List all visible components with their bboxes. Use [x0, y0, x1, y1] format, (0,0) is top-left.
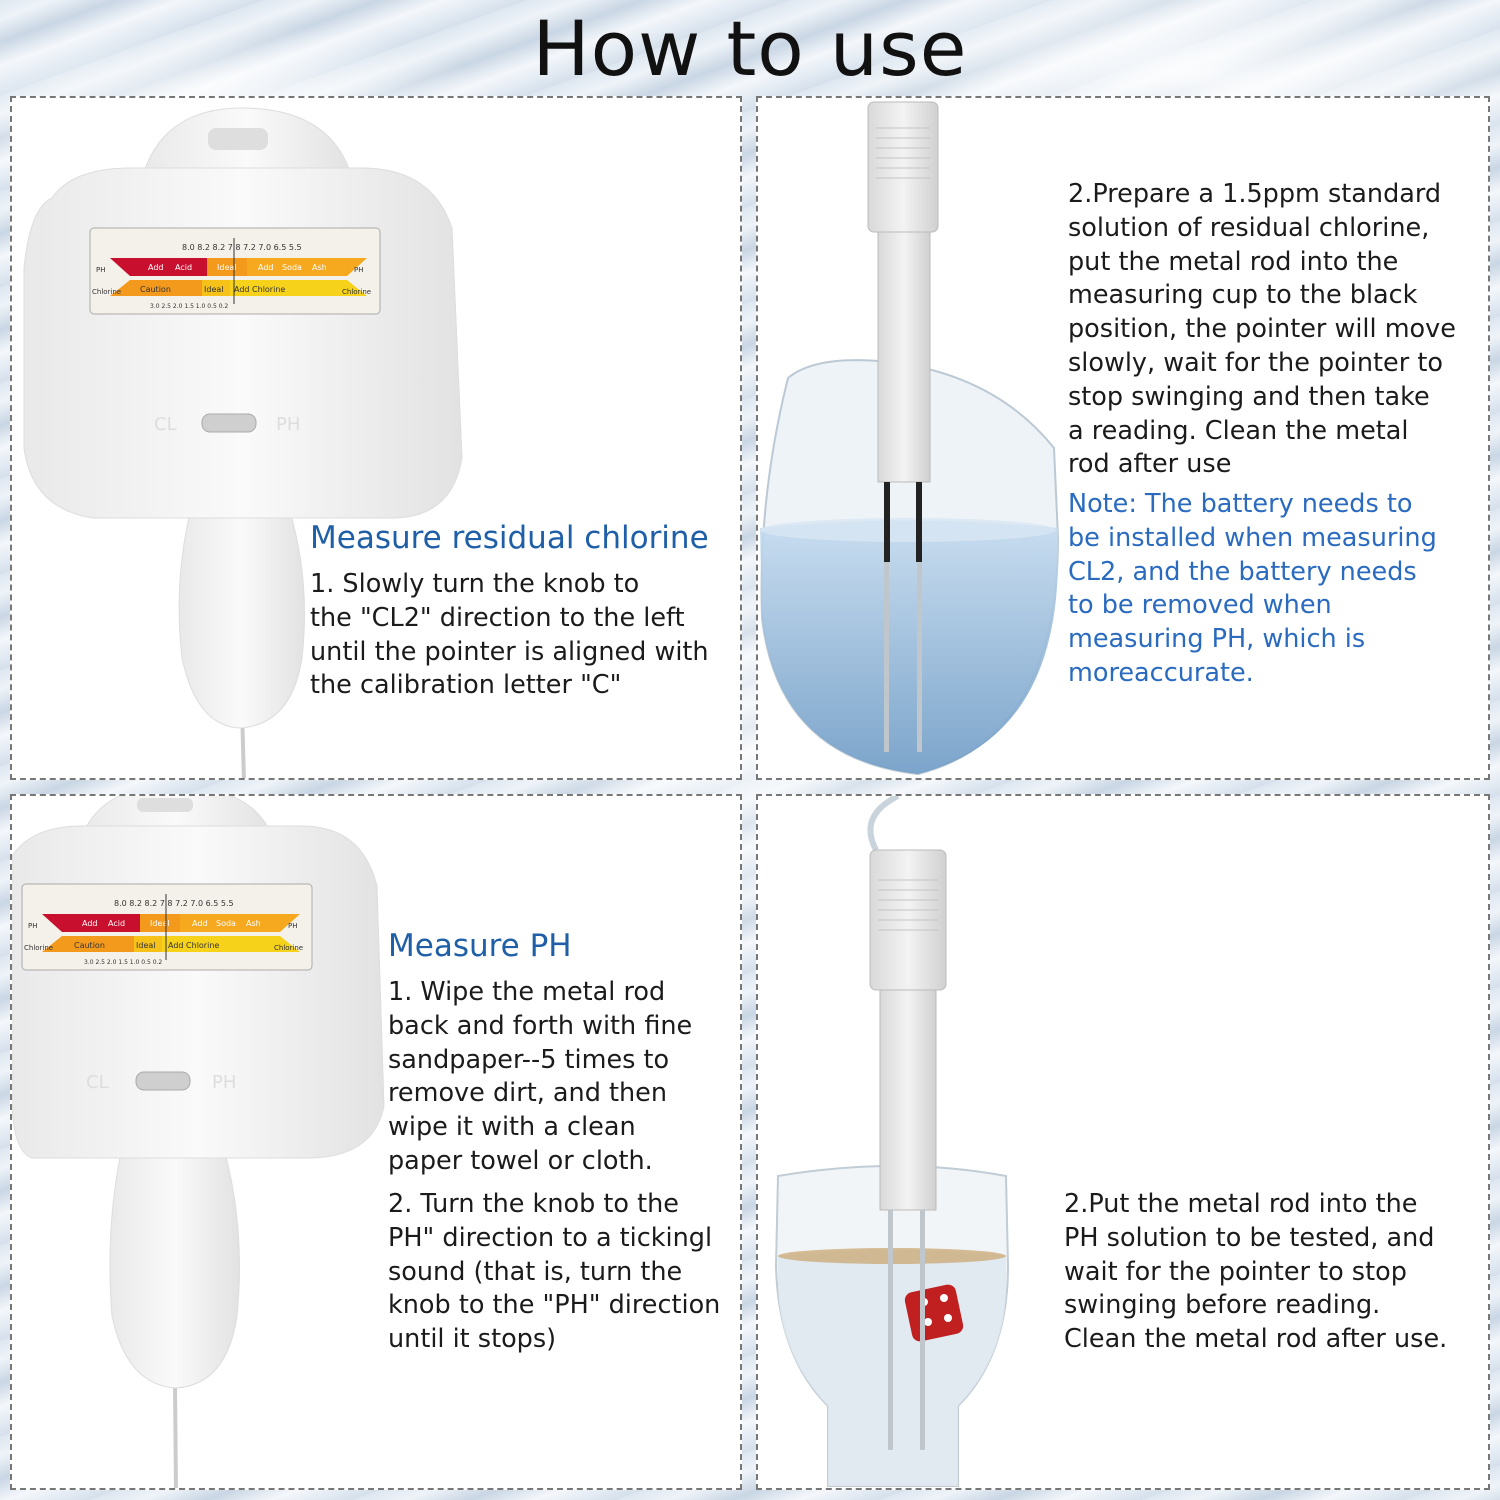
ph-seg-add2: Add	[192, 919, 208, 928]
section-heading-chlorine: Measure residual chlorine	[310, 520, 709, 556]
chlorine-label-left: Chlorine	[24, 944, 54, 952]
text-line: position, the pointer will move	[1068, 314, 1456, 345]
ph-seg-acid: Acid	[108, 919, 126, 928]
text-line: slowly, wait for the pointer to	[1068, 347, 1443, 378]
ph-seg-add2: Add	[258, 263, 274, 272]
ph-step2-text	[388, 1188, 720, 1357]
note-line: CL2, and the battery needs	[1068, 556, 1417, 587]
knob-label-ph: PH	[276, 414, 301, 435]
text-line: a reading. Clean the metal	[1068, 415, 1409, 446]
text-line: swinging before reading.	[1064, 1290, 1381, 1321]
note-line: be installed when measuring	[1068, 522, 1437, 553]
probe-shaft	[878, 232, 930, 482]
knob-label-ph: PH	[212, 1072, 237, 1093]
ph-scale-top: 8.0 8.2 8.2 7.8 7.2 7.0 6.5 5.5	[114, 899, 234, 908]
note-line: measuring PH, which is	[1068, 624, 1366, 655]
text-line: wipe it with a clean	[388, 1112, 636, 1143]
text-line: 1. Slowly turn the knob to	[310, 569, 640, 599]
text-line: sandpaper--5 times to	[388, 1044, 670, 1075]
panel-measure-ph	[10, 794, 742, 1490]
cl-scale-bottom: 3.0 2.5 2.0 1.5 1.0 0.5 0.2	[84, 959, 163, 966]
text-line: sound (that is, turn the	[388, 1256, 683, 1287]
note-line: to be removed when	[1068, 590, 1332, 621]
text-line: PH" direction to a tickingl	[388, 1222, 713, 1253]
text-line: put the metal rod into the	[1068, 246, 1399, 277]
text-line: 2.Prepare a 1.5ppm standard	[1068, 179, 1442, 209]
ph-seg-ideal: Ideal	[217, 263, 237, 272]
text-line: measuring cup to the black	[1068, 280, 1418, 311]
chlorine-step1-text	[310, 568, 709, 703]
text-line: until it stops)	[388, 1324, 557, 1355]
ph-seg-ideal: Ideal	[150, 919, 170, 928]
text-line: Clean the metal rod after use.	[1064, 1324, 1448, 1355]
text-line: PH solution to be tested, and	[1064, 1222, 1435, 1253]
cl-seg-ideal: Ideal	[204, 285, 224, 294]
page-title: How to use	[532, 4, 968, 93]
cl-scale-bottom: 3.0 2.5 2.0 1.5 1.0 0.5 0.2	[150, 303, 229, 310]
chlorine-step2-text	[1068, 178, 1456, 482]
chlorine-label-right: Chlorine	[342, 288, 372, 296]
dice-icon	[903, 1283, 964, 1343]
battery-note-text	[1068, 488, 1437, 691]
ph-label-left: PH	[96, 266, 106, 274]
probe-grip	[868, 102, 938, 232]
selector-knob[interactable]	[136, 1072, 190, 1090]
ph-seg-add: Add	[148, 263, 164, 272]
text-line: 1. Wipe the metal rod	[388, 977, 666, 1007]
knob-label-cl: CL	[154, 414, 177, 435]
ph-label-left: PH	[28, 922, 38, 930]
ph-step1-text	[388, 976, 692, 1179]
text-line: the "CL2" direction to the left	[310, 602, 685, 633]
text-line: wait for the pointer to stop	[1064, 1256, 1407, 1287]
cl-seg-ideal: Ideal	[136, 941, 156, 950]
note-line: Note: The battery needs to	[1068, 489, 1413, 519]
ph-label-right: PH	[354, 266, 364, 274]
panel-ph-probe	[756, 794, 1490, 1490]
cl-seg-add-chlorine: Add Chlorine	[234, 285, 286, 294]
ph-seg-acid: Acid	[175, 263, 193, 272]
chlorine-label-left: Chlorine	[92, 288, 122, 296]
note-line: moreaccurate.	[1068, 657, 1254, 688]
panel-chlorine-probe	[756, 96, 1490, 780]
ph-label-right: PH	[288, 922, 298, 930]
cl-seg-caution: Caution	[74, 941, 105, 950]
probe-in-ph-solution-illustration	[758, 796, 1490, 1490]
chlorine-label-right: Chlorine	[274, 944, 304, 952]
panel-measure-chlorine	[10, 96, 742, 780]
text-line: remove dirt, and then	[388, 1078, 667, 1109]
ph-seg-soda: Soda	[282, 263, 302, 272]
text-line: 2.Put the metal rod into the	[1064, 1189, 1418, 1219]
text-line: the calibration letter "C"	[310, 670, 622, 701]
selector-knob[interactable]	[202, 414, 256, 432]
ph-seg-soda: Soda	[216, 919, 236, 928]
text-line: back and forth with fine	[388, 1010, 693, 1041]
text-line: until the pointer is aligned with	[310, 636, 709, 667]
text-line: 2. Turn the knob to the	[388, 1189, 679, 1219]
text-line: paper towel or cloth.	[388, 1145, 653, 1176]
ph-seg-ash: Ash	[312, 263, 327, 272]
cl-seg-add-chlorine: Add Chlorine	[168, 941, 220, 950]
text-line: rod after use	[1068, 449, 1232, 480]
ph-seg-ash: Ash	[246, 919, 261, 928]
ph-seg-add: Add	[82, 919, 98, 928]
cl-seg-caution: Caution	[140, 285, 171, 294]
ph-step2b-text	[1064, 1188, 1447, 1357]
ph-scale-top: 8.0 8.2 8.2 7.8 7.2 7.0 6.5 5.5	[182, 243, 302, 252]
text-line: solution of residual chlorine,	[1068, 212, 1430, 243]
knob-label-cl: CL	[86, 1072, 109, 1093]
text-line: stop swinging and then take	[1068, 381, 1430, 412]
text-line: knob to the "PH" direction	[388, 1290, 721, 1321]
probe-shaft	[880, 990, 936, 1210]
section-heading-ph: Measure PH	[388, 928, 572, 964]
